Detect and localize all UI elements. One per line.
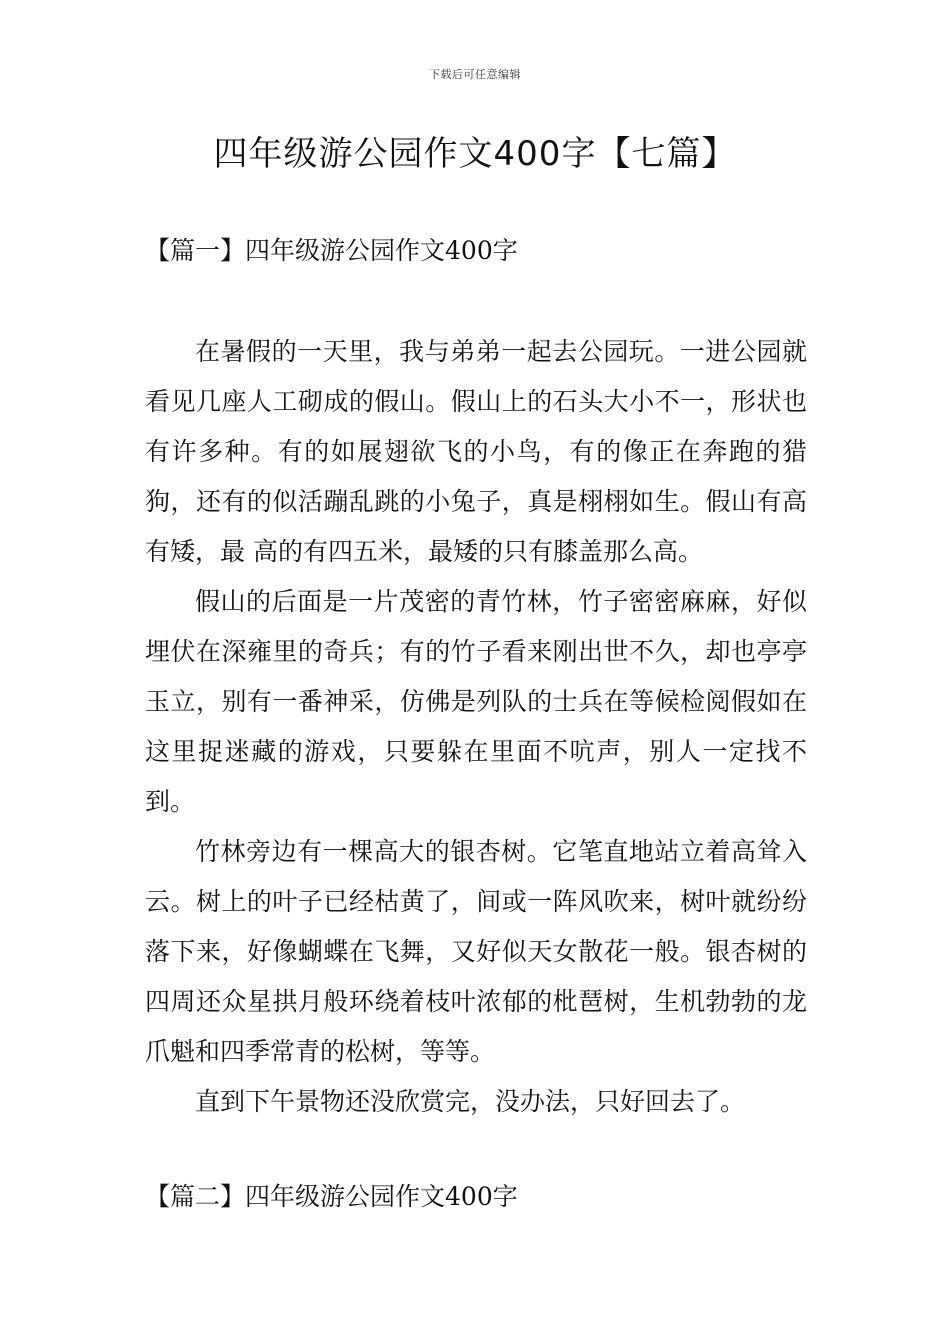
section-heading-1: 【篇一】四年级游公园作文400字: [145, 236, 518, 265]
section-heading-2: 【篇二】四年级游公园作文400字: [145, 1182, 518, 1211]
paragraph-2: 假山的后面是一片茂密的青竹林，竹子密密麻麻，好似埋伏在深雍里的奇兵；有的竹子看来刚出世不久，却也亭亭玉立，别有一番神采，仿佛是列队的士兵在等候检阅假如在这里捉迷藏的游戏，只要躲在里面不吭声，别人一定找不到。: [145, 587, 807, 816]
page-header-note: 下载后可任意编辑: [429, 68, 521, 81]
paragraph-3: 竹林旁边有一棵高大的银杏树。它笔直地站立着高耸入云。树上的叶子已经枯黄了，间或一阵风吹来，树叶就纷纷落下来，好像蝴蝶在飞舞，又好似天女散花一般。银杏树的四周还众星拱月般环绕着枝叶浓郁的枇琶树，生机勃勃的龙爪魁和四季常青的松树，等等。: [145, 837, 807, 1066]
paragraph-1: 在暑假的一天里，我与弟弟一起去公园玩。一进公园就看见几座人工砌成的假山。假山上的石头大小不一，形状也有许多种。有的如展翅欲飞的小鸟，有的像正在奔跑的猎狗，还有的似活蹦乱跳的小兔子，真是栩栩如生。假山有高有矮，最 高的有四五米，最矮的只有膝盖那么高。: [145, 337, 807, 566]
paragraph-4: 直到下午景物还没欣赏完，没办法，只好回去了。: [195, 1087, 746, 1116]
document-title: 四年级游公园作文400字【七篇】: [213, 134, 737, 174]
article-body-1: [145, 327, 807, 1127]
